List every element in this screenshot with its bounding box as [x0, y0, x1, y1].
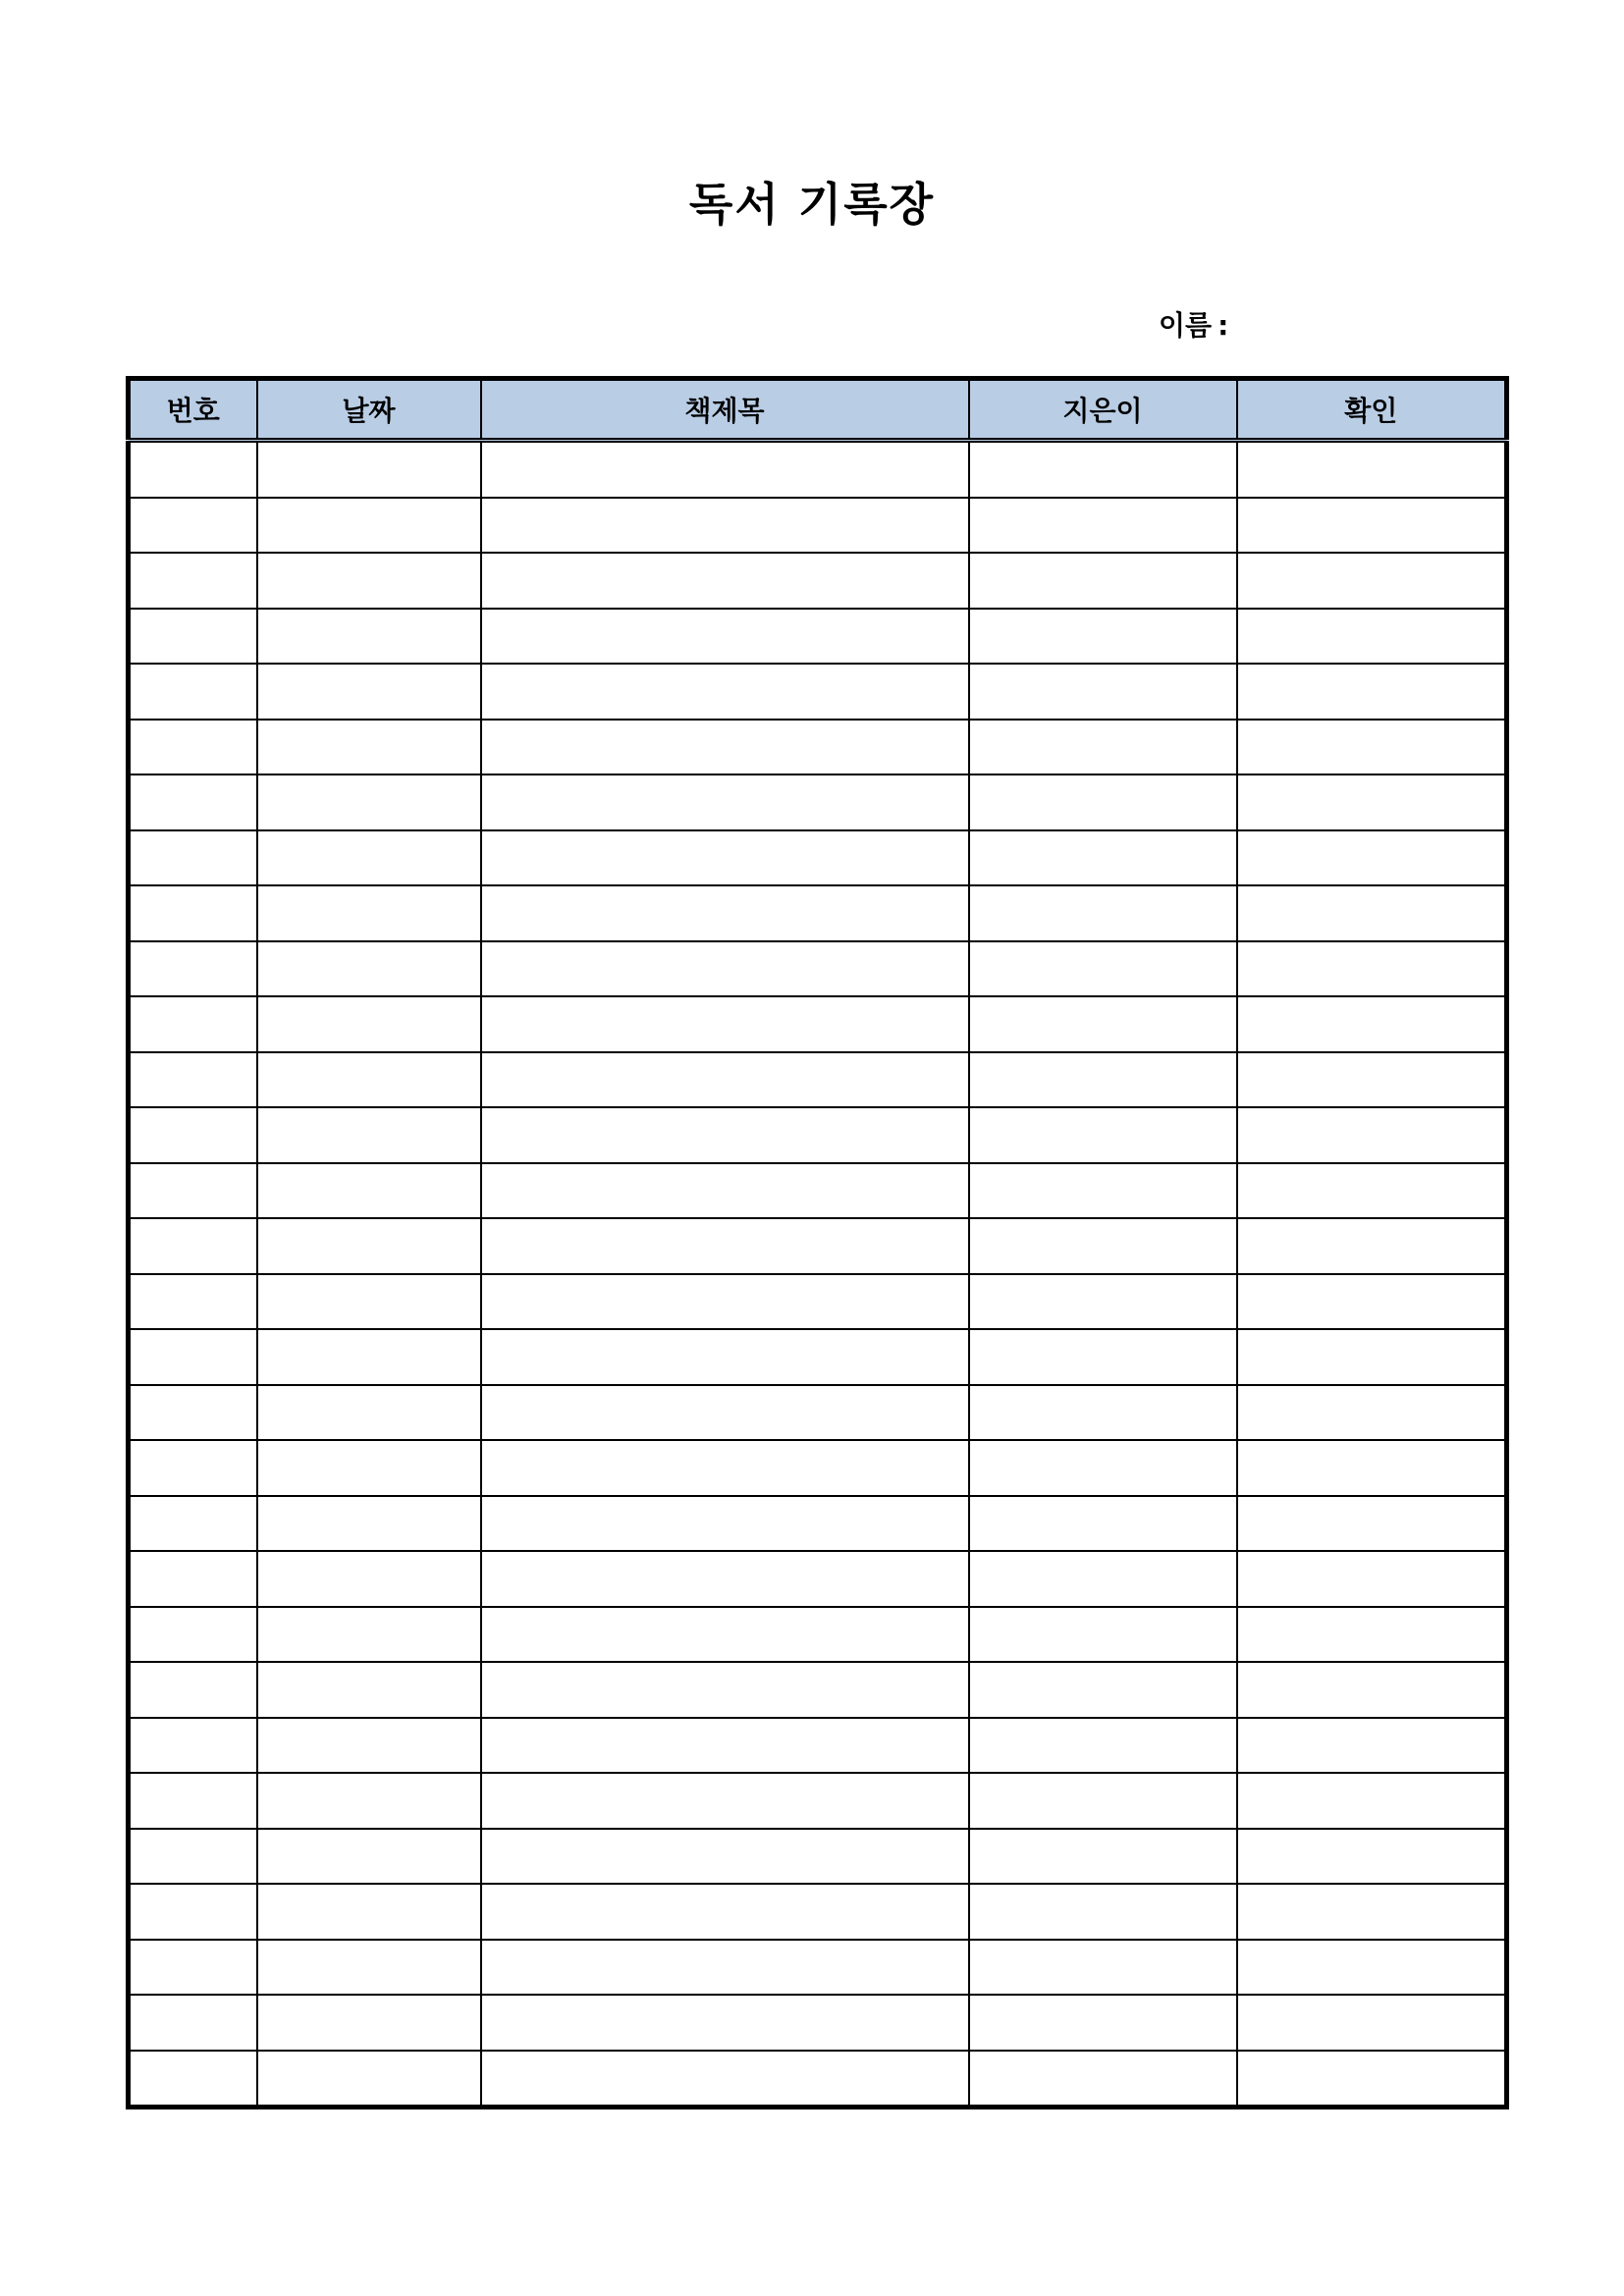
cell-book-title[interactable] [481, 720, 969, 775]
cell-number[interactable] [129, 1496, 257, 1552]
table-row [129, 1163, 1507, 1219]
cell-date[interactable] [257, 1829, 481, 1885]
cell-date[interactable] [257, 1440, 481, 1496]
cell-author[interactable] [969, 1662, 1237, 1718]
cell-check[interactable] [1237, 1551, 1507, 1607]
cell-author[interactable] [969, 1107, 1237, 1163]
cell-check[interactable] [1237, 1163, 1507, 1219]
reading-log-table [126, 376, 1509, 2109]
cell-number[interactable] [129, 1052, 257, 1108]
cell-book-title[interactable] [481, 996, 969, 1052]
table-row [129, 1551, 1507, 1607]
table-row [129, 1607, 1507, 1663]
cell-date[interactable] [257, 885, 481, 941]
cell-number[interactable] [129, 1218, 257, 1274]
cell-date[interactable] [257, 1163, 481, 1219]
cell-book-title[interactable] [481, 1829, 969, 1885]
cell-book-title[interactable] [481, 1385, 969, 1441]
cell-author[interactable] [969, 1163, 1237, 1219]
cell-author[interactable] [969, 1829, 1237, 1885]
cell-number[interactable] [129, 1607, 257, 1663]
cell-date[interactable] [257, 609, 481, 665]
cell-date[interactable] [257, 664, 481, 720]
cell-check[interactable] [1237, 1496, 1507, 1552]
cell-check[interactable] [1237, 830, 1507, 886]
table-row [129, 1218, 1507, 1274]
cell-author[interactable] [969, 1385, 1237, 1441]
cell-date[interactable] [257, 1884, 481, 1940]
table-row [129, 1052, 1507, 1108]
cell-date[interactable] [257, 1329, 481, 1385]
table-row [129, 609, 1507, 665]
cell-author[interactable] [969, 441, 1237, 498]
cell-author[interactable] [969, 830, 1237, 886]
cell-number[interactable] [129, 1329, 257, 1385]
cell-check[interactable] [1237, 1440, 1507, 1496]
cell-check[interactable] [1237, 2051, 1507, 2108]
table-header-row [129, 379, 1507, 441]
cell-book-title[interactable] [481, 1052, 969, 1108]
cell-book-title[interactable] [481, 664, 969, 720]
cell-book-title[interactable] [481, 1163, 969, 1219]
cell-check[interactable] [1237, 1718, 1507, 1774]
cell-number[interactable] [129, 664, 257, 720]
cell-author[interactable] [969, 609, 1237, 665]
cell-author[interactable] [969, 774, 1237, 830]
cell-number[interactable] [129, 1385, 257, 1441]
cell-number[interactable] [129, 441, 257, 498]
table-row [129, 1884, 1507, 1940]
header-author: 지은이 [969, 379, 1237, 441]
cell-date[interactable] [257, 553, 481, 609]
table-row [129, 1496, 1507, 1552]
cell-check[interactable] [1237, 1274, 1507, 1330]
cell-check[interactable] [1237, 1107, 1507, 1163]
cell-author[interactable] [969, 498, 1237, 554]
table-row [129, 2051, 1507, 2108]
cell-check[interactable] [1237, 1773, 1507, 1829]
cell-author[interactable] [969, 1884, 1237, 1940]
cell-date[interactable] [257, 1551, 481, 1607]
table-row [129, 885, 1507, 941]
cell-book-title[interactable] [481, 830, 969, 886]
cell-number[interactable] [129, 941, 257, 997]
cell-book-title[interactable] [481, 1274, 969, 1330]
cell-book-title[interactable] [481, 941, 969, 997]
cell-date[interactable] [257, 1218, 481, 1274]
table-row [129, 1829, 1507, 1885]
cell-book-title[interactable] [481, 1496, 969, 1552]
table-row [129, 1274, 1507, 1330]
cell-book-title[interactable] [481, 1718, 969, 1774]
cell-author[interactable] [969, 2051, 1237, 2108]
cell-book-title[interactable] [481, 1218, 969, 1274]
table-row [129, 720, 1507, 775]
cell-check[interactable] [1237, 720, 1507, 775]
cell-date[interactable] [257, 720, 481, 775]
table-row [129, 441, 1507, 498]
cell-author[interactable] [969, 1718, 1237, 1774]
cell-number[interactable] [129, 830, 257, 886]
table-row [129, 830, 1507, 886]
table-row [129, 941, 1507, 997]
cell-number[interactable] [129, 885, 257, 941]
table-row [129, 1385, 1507, 1441]
table-body [129, 441, 1507, 2108]
table-row [129, 1107, 1507, 1163]
cell-check[interactable] [1237, 941, 1507, 997]
cell-book-title[interactable] [481, 1884, 969, 1940]
cell-date[interactable] [257, 1773, 481, 1829]
cell-number[interactable] [129, 1662, 257, 1718]
cell-author[interactable] [969, 1052, 1237, 1108]
cell-number[interactable] [129, 1718, 257, 1774]
name-separator: : [1218, 309, 1229, 342]
cell-date[interactable] [257, 1274, 481, 1330]
cell-number[interactable] [129, 720, 257, 775]
cell-check[interactable] [1237, 441, 1507, 498]
cell-book-title[interactable] [481, 1607, 969, 1663]
cell-check[interactable] [1237, 1884, 1507, 1940]
cell-author[interactable] [969, 1496, 1237, 1552]
cell-date[interactable] [257, 941, 481, 997]
cell-book-title[interactable] [481, 1329, 969, 1385]
cell-date[interactable] [257, 830, 481, 886]
table-row [129, 1718, 1507, 1774]
cell-check[interactable] [1237, 1052, 1507, 1108]
cell-check[interactable] [1237, 498, 1507, 554]
cell-check[interactable] [1237, 609, 1507, 665]
cell-number[interactable] [129, 1773, 257, 1829]
cell-date[interactable] [257, 1995, 481, 2051]
cell-book-title[interactable] [481, 885, 969, 941]
cell-date[interactable] [257, 1662, 481, 1718]
cell-check[interactable] [1237, 1329, 1507, 1385]
cell-author[interactable] [969, 1274, 1237, 1330]
table-row [129, 1995, 1507, 2051]
cell-book-title[interactable] [481, 2051, 969, 2108]
header-check: 확인 [1237, 379, 1507, 441]
header-book-title: 책제목 [481, 379, 969, 441]
cell-author[interactable] [969, 1607, 1237, 1663]
cell-date[interactable] [257, 1052, 481, 1108]
cell-date[interactable] [257, 1607, 481, 1663]
cell-date[interactable] [257, 1496, 481, 1552]
cell-check[interactable] [1237, 1385, 1507, 1441]
table-row [129, 498, 1507, 554]
cell-author[interactable] [969, 996, 1237, 1052]
cell-book-title[interactable] [481, 1551, 969, 1607]
cell-author[interactable] [969, 1773, 1237, 1829]
cell-check[interactable] [1237, 1218, 1507, 1274]
cell-number[interactable] [129, 1551, 257, 1607]
cell-date[interactable] [257, 2051, 481, 2108]
cell-book-title[interactable] [481, 1662, 969, 1718]
cell-date[interactable] [257, 1940, 481, 1996]
cell-author[interactable] [969, 664, 1237, 720]
cell-author[interactable] [969, 885, 1237, 941]
cell-date[interactable] [257, 441, 481, 498]
cell-number[interactable] [129, 498, 257, 554]
cell-date[interactable] [257, 1385, 481, 1441]
cell-check[interactable] [1237, 996, 1507, 1052]
cell-book-title[interactable] [481, 1995, 969, 2051]
page-title: 독서 기록장 [688, 178, 936, 231]
cell-book-title[interactable] [481, 498, 969, 554]
name-field [1159, 306, 1228, 346]
cell-author[interactable] [969, 1440, 1237, 1496]
cell-number[interactable] [129, 1829, 257, 1885]
cell-check[interactable] [1237, 1829, 1507, 1885]
cell-author[interactable] [969, 1940, 1237, 1996]
table-row [129, 664, 1507, 720]
cell-date[interactable] [257, 498, 481, 554]
table-row [129, 1940, 1507, 1996]
cell-number[interactable] [129, 1995, 257, 2051]
cell-book-title[interactable] [481, 774, 969, 830]
cell-book-title[interactable] [481, 609, 969, 665]
cell-author[interactable] [969, 1218, 1237, 1274]
cell-number[interactable] [129, 1884, 257, 1940]
cell-author[interactable] [969, 1329, 1237, 1385]
cell-check[interactable] [1237, 553, 1507, 609]
cell-book-title[interactable] [481, 1940, 969, 1996]
table-row [129, 774, 1507, 830]
cell-date[interactable] [257, 1718, 481, 1774]
cell-number[interactable] [129, 1163, 257, 1219]
cell-number[interactable] [129, 1274, 257, 1330]
cell-check[interactable] [1237, 885, 1507, 941]
header-number: 번호 [129, 379, 257, 441]
cell-book-title[interactable] [481, 1107, 969, 1163]
cell-number[interactable] [129, 2051, 257, 2108]
cell-check[interactable] [1237, 774, 1507, 830]
cell-author[interactable] [969, 720, 1237, 775]
table-row [129, 553, 1507, 609]
cell-date[interactable] [257, 1107, 481, 1163]
table-row [129, 1329, 1507, 1385]
table-row [129, 1773, 1507, 1829]
cell-check[interactable] [1237, 1607, 1507, 1663]
cell-author[interactable] [969, 941, 1237, 997]
cell-number[interactable] [129, 553, 257, 609]
table-row [129, 1440, 1507, 1496]
table-row [129, 996, 1507, 1052]
cell-check[interactable] [1237, 1995, 1507, 2051]
cell-check[interactable] [1237, 1662, 1507, 1718]
cell-author[interactable] [969, 553, 1237, 609]
header-date: 날짜 [257, 379, 481, 441]
cell-number[interactable] [129, 996, 257, 1052]
cell-author[interactable] [969, 1551, 1237, 1607]
table-row [129, 1662, 1507, 1718]
cell-check[interactable] [1237, 664, 1507, 720]
cell-date[interactable] [257, 774, 481, 830]
cell-book-title[interactable] [481, 1773, 969, 1829]
cell-number[interactable] [129, 1107, 257, 1163]
cell-number[interactable] [129, 774, 257, 830]
name-label: 이름 [1159, 309, 1213, 342]
cell-number[interactable] [129, 609, 257, 665]
cell-book-title[interactable] [481, 1440, 969, 1496]
cell-check[interactable] [1237, 1940, 1507, 1996]
cell-date[interactable] [257, 996, 481, 1052]
cell-book-title[interactable] [481, 441, 969, 498]
cell-number[interactable] [129, 1940, 257, 1996]
cell-book-title[interactable] [481, 553, 969, 609]
cell-author[interactable] [969, 1995, 1237, 2051]
cell-number[interactable] [129, 1440, 257, 1496]
